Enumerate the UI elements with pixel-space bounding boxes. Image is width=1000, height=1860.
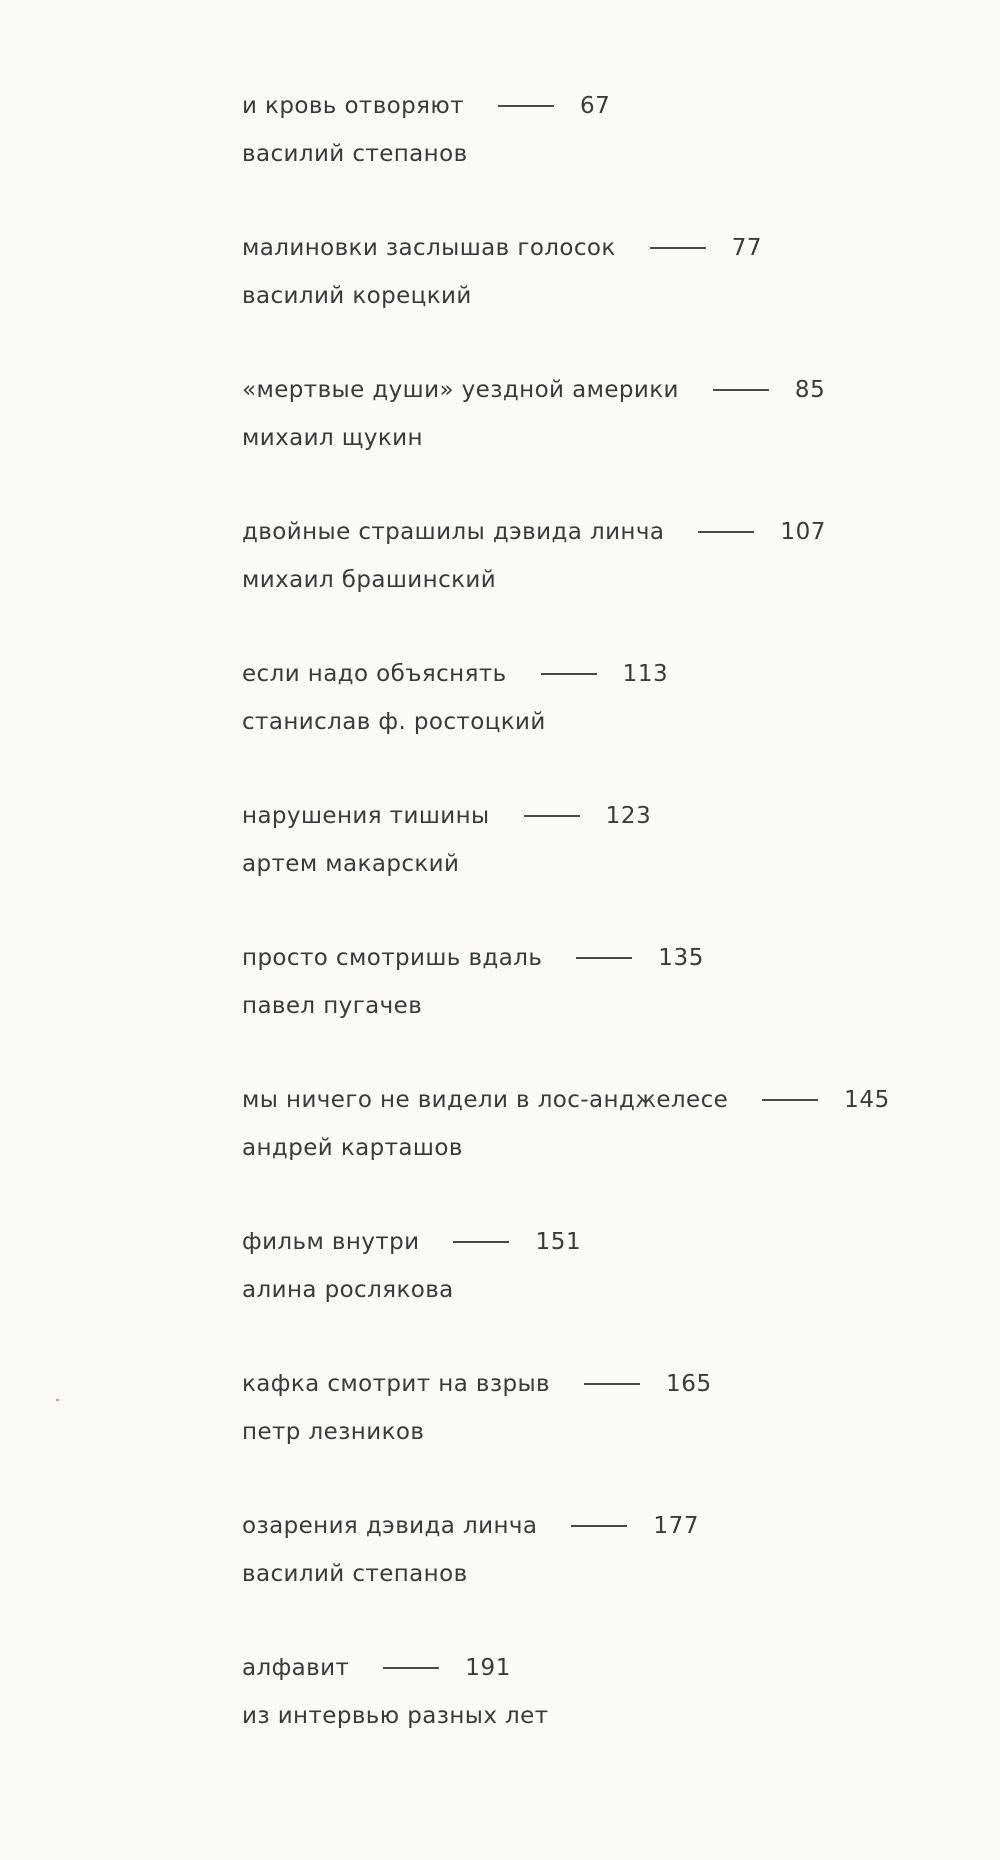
toc-entry-author: михаил щукин [242, 425, 423, 451]
toc-entry-author: станислав ф. ростоцкий [242, 709, 546, 735]
toc-page-number: 151 [535, 1229, 582, 1255]
toc-entry-title: озарения дэвида линча [242, 1513, 538, 1539]
toc-entry-author: петр лезников [242, 1419, 425, 1445]
toc-page-number: 145 [844, 1087, 890, 1113]
toc-dash [453, 1241, 509, 1243]
toc-entry-title: «мертвые души» уездной америки [242, 377, 679, 403]
toc-title-line [242, 512, 942, 552]
toc-title-line [242, 796, 942, 836]
toc-entry-title: двойные страшилы дэвида линча [242, 519, 665, 545]
toc-page-number: 77 [731, 235, 763, 261]
toc-dash [383, 1667, 439, 1669]
toc-entry-title: если надо объяснять [242, 661, 507, 687]
toc-entry-author: михаил брашинский [242, 567, 497, 593]
toc-entry [242, 1364, 942, 1506]
toc-title-line [242, 1506, 942, 1546]
toc-entry-author: василий степанов [242, 141, 468, 167]
toc-entry-author: из интервью разных лет [242, 1703, 549, 1729]
toc-page-number: 123 [605, 803, 652, 829]
toc-dash [584, 1383, 640, 1385]
toc-entry-author: василий корецкий [242, 283, 472, 309]
toc-entry [242, 370, 942, 512]
toc-dash [524, 815, 580, 817]
toc-entry-author: василий степанов [242, 1561, 468, 1587]
toc-entry [242, 1222, 942, 1364]
toc-title-line [242, 1222, 942, 1262]
toc-entry-author: павел пугачев [242, 993, 423, 1019]
toc-entry-author: андрей карташов [242, 1135, 463, 1161]
toc-dash [713, 389, 769, 391]
toc-title-line [242, 938, 942, 978]
toc-entry-author: артем макарский [242, 851, 460, 877]
toc-page-number: 191 [465, 1655, 511, 1681]
toc-entry [242, 1648, 942, 1790]
toc-title-line [242, 1648, 942, 1688]
toc-entry [242, 512, 942, 654]
toc-entry-title: и кровь отворяют [242, 93, 464, 119]
toc-entry [242, 1506, 942, 1648]
toc-title-line [242, 370, 942, 410]
toc-entry [242, 938, 942, 1080]
toc-entry-title: мы ничего не видели в лос-анджелесе [242, 1087, 729, 1113]
toc-entry-title: малиновки заслышав голосок [242, 235, 616, 261]
toc-page-number: 85 [794, 377, 826, 403]
toc-dash [576, 957, 632, 959]
toc-page-number: 165 [666, 1371, 712, 1397]
toc-page-number: 67 [579, 93, 611, 119]
toc-title-line [242, 228, 942, 268]
toc-entry-title: нарушения тишины [242, 803, 490, 829]
toc-dash [762, 1099, 818, 1101]
toc-entry [242, 1080, 942, 1222]
toc-dash [650, 247, 706, 249]
toc-dash [498, 105, 554, 107]
toc-title-line [242, 1364, 942, 1404]
toc-dash [571, 1525, 627, 1527]
toc-entry-title: кафка смотрит на взрыв [242, 1371, 551, 1397]
toc-dash [698, 531, 754, 533]
toc-title-line [242, 1080, 942, 1120]
table-of-contents [242, 86, 942, 1790]
toc-entry [242, 796, 942, 938]
paper-speck [56, 1399, 59, 1401]
toc-entry [242, 654, 942, 796]
toc-entry-title: фильм внутри [242, 1229, 420, 1255]
toc-page-number: 135 [658, 945, 704, 971]
toc-entry [242, 228, 942, 370]
toc-dash [541, 673, 597, 675]
toc-entry-title: просто смотришь вдаль [242, 945, 543, 971]
toc-page-number: 177 [653, 1513, 700, 1539]
toc-page-number: 107 [780, 519, 827, 545]
toc-entry-author: алина рослякова [242, 1277, 454, 1303]
toc-entry [242, 86, 942, 228]
toc-entry-title: алфавит [242, 1655, 350, 1681]
toc-title-line [242, 654, 942, 694]
toc-title-line [242, 86, 942, 126]
toc-page-number: 113 [622, 661, 669, 687]
